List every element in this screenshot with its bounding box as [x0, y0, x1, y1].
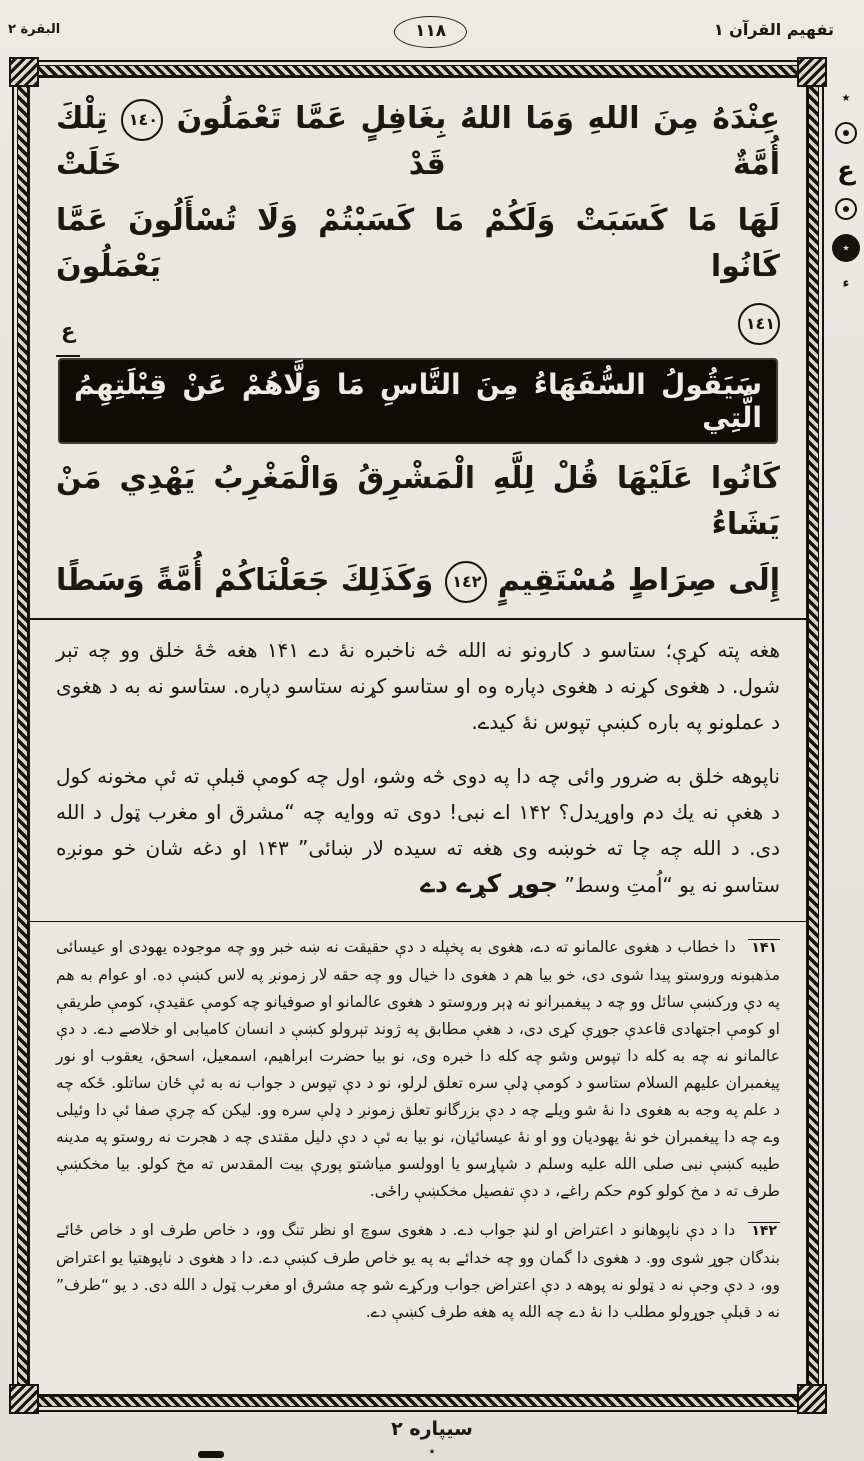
frame-corner-ornament	[797, 1384, 827, 1414]
frame-corner-ornament	[9, 57, 39, 87]
commentary-note	[56, 934, 780, 1205]
quran-text-section	[56, 96, 780, 604]
book-title-header: تفهيم القرآن ١	[713, 20, 834, 39]
translation-paragraph: هغه پته كړې؛ ستاسو د كارونو نه الله څه ناخبره نهٔ دے ۱۴۱ هغه څهٔ خلق وو چه تېر شول. د هغوی كړنه د هغوی دپاره وه او ستاسو كړنه ستاسو دپاره. ستاسو نه به د هغوی د عملونو په باره كښې تپوس نهٔ كيدے.	[56, 638, 780, 734]
translation-section	[56, 632, 780, 903]
border-pattern-band	[17, 65, 819, 1407]
sipara-caption: سيپاره ٢	[391, 1418, 473, 1440]
quran-line	[56, 456, 780, 548]
footnote-number: ۱۴۲	[748, 1222, 780, 1239]
commentary-note	[56, 1217, 780, 1326]
quran-line	[56, 300, 780, 346]
translation-paragraph	[56, 758, 780, 903]
quran-line	[56, 198, 780, 290]
commentary-text: دا د دې ناپوهانو د اعتراض او لنډ جواب دے. د هغوی سوچ او نظر تنگ وو، د خاص طرف او د خاص ځائے بندگان جوړ شوی وو. د هغوی دا گمان وو چه خدائے به په يو خاص طرف كښې دے. دا د هغوی د ناپوهتيا يو اعتراض وو، د دې وجې نه د ټولو نه پوهه د دې اعتراض جواب وركړے شو چه مشرق او مغرب ټول د الله دی. د يو “طرف” نه د قبلې جوړولو مطلب دا نهٔ دے چه الله په هغه طرف كښې دے.	[56, 1221, 780, 1321]
ornate-border-frame	[12, 60, 824, 1412]
translation-emphasis-text: جوړ كړے دے	[420, 869, 559, 898]
verse-number-medallion: ١٤١	[738, 303, 780, 345]
verse-number-medallion: ١٤٠	[121, 99, 163, 141]
quran-verse-text: إِلَى صِرَاطٍ مُسْتَقِيمٍ	[497, 563, 780, 598]
margin-ornament-strip	[829, 88, 863, 291]
footer-mark: ٭	[428, 1444, 436, 1458]
translation-text: ناپوهه خلق به ضرور وائی چه دا په دوی څه وشو، اول چه كومې قبلې ته ئې مخونه كول د هغې نه يك دم واوړيدل؟ ۱۴۲ اے نبی! دوی ته ووايه چه “مشرق او مغرب ټول د الله دی. د الله چه چا ته خوښه وی هغه ته سيده لار ښائی” ۱۴۳ او دغه شان خو مونږه ستاسو نه يو “اُمتِ وسط”	[56, 764, 781, 897]
verse-number-medallion: ١٤٢	[445, 561, 487, 603]
surah-title-header: البقرة ٢	[8, 22, 61, 37]
quran-verse-text: سَيَقُولُ السُّفَهَاءُ مِنَ النَّاسِ مَا وَلَّاهُمْ عَنْ قِبْلَتِهِمُ الَّتِي	[74, 368, 762, 434]
margin-medallion-icon: ٭	[832, 234, 860, 262]
ink-smudge	[198, 1451, 224, 1458]
footnote-number: ۱۴۱	[748, 939, 780, 956]
section-divider	[30, 618, 806, 620]
quran-verse-text: تِلْكَ أُمَّةٌ قَدْ خَلَتْ	[56, 101, 780, 182]
page-number-oval: ١١٨	[394, 16, 467, 48]
quran-verse-text: وَكَذَلِكَ جَعَلْنَاكُمْ أُمَّةً وَسَطًا	[56, 563, 434, 598]
quran-line	[56, 558, 780, 604]
commentary-section	[56, 934, 780, 1326]
commentary-text: دا خطاب د هغوی عالمانو ته دے، هغوی به پخپله د دې حقيقت نه ښه خبر وو چه موجوده يهودی او عيسائی مذهبونه وروستو پيدا شوی دی، خو بيا هم د هغوی دا خيال وو چه حقه لار زمونږ په لاس كښې ده. او عوام به هم په دې وركښې سائل وو چه د پيغمبرانو نه ډېر وروستو د هغوی عالمانو او صوفيانو چه كومې عقيدې، كومې طريقې او كومې اجتهادی قاعدې جوړې كړی دی، د هغې مطابق په ژوند تېرولو كښې د انسان كاميابی او خلاصے دے. د دې عالمانو نه چه به كله دا تپوس وشو چه كله دا خبره وی، نو بيا حضرت ابراهيم، اسمعيل، اسحق، يعقوب او نور پيغمبران عليهم السلام ستاسو د كومې ډلې سره تعلق لرلو، نو د دې تپوس د جواب نه به ئې ځان ساتلو. ځكه چه د علم په وجه به هغوی دا نهٔ شو ويلے چه د دې بزرگانو تعلق زمونږ د ډلې سره وو. ليكن كه چرې صفا ئې دا وئيلی وے چه دا پيغمبران خو نهٔ يهوديان وو او نهٔ عيسائيان، نو بيا به ئې د دې دليل مقتدی چه د هجرت نه روستو په مدينه طيبه كښې نبی صلی الله عليه وسلم د شپاړسو يا اوولسو مياشتو پورې بيت المقدس ته مخ كولو. بيا مخكښې طرف ته د مخ كولو كوم حكم راغے، د دې تفصيل مخكښې راځی.	[56, 938, 780, 1200]
section-divider	[30, 921, 806, 922]
frame-corner-ornament	[9, 1384, 39, 1414]
quran-verse-text: لَهَا مَا كَسَبَتْ وَلَكُمْ مَا كَسَبْتُمْ وَلَا تُسْأَلُونَ عَمَّا كَانُوا يَعْمَلُونَ	[56, 203, 780, 284]
margin-ring-icon	[835, 122, 857, 144]
highlighted-verse-band	[58, 358, 778, 444]
rub-al-hizb-marker: ع	[56, 308, 80, 357]
quran-line	[56, 96, 780, 188]
frame-corner-ornament	[797, 57, 827, 87]
quran-verse-text: كَانُوا عَلَيْهَا قُلْ لِلَّهِ الْمَشْرِقُ وَالْمَغْرِبُ يَهْدِي مَنْ يَشَاءُ	[56, 461, 780, 542]
margin-ring-icon	[835, 198, 857, 220]
margin-tick-icon: ء	[842, 276, 850, 291]
page-body	[27, 75, 809, 1397]
margin-star-icon: ٭	[841, 88, 851, 108]
margin-ayn-marker-icon: ع	[837, 156, 855, 186]
quran-verse-text: عِنْدَهُ مِنَ اللهِ وَمَا اللهُ بِغَافِلٍ عَمَّا تَعْمَلُونَ	[176, 101, 780, 136]
